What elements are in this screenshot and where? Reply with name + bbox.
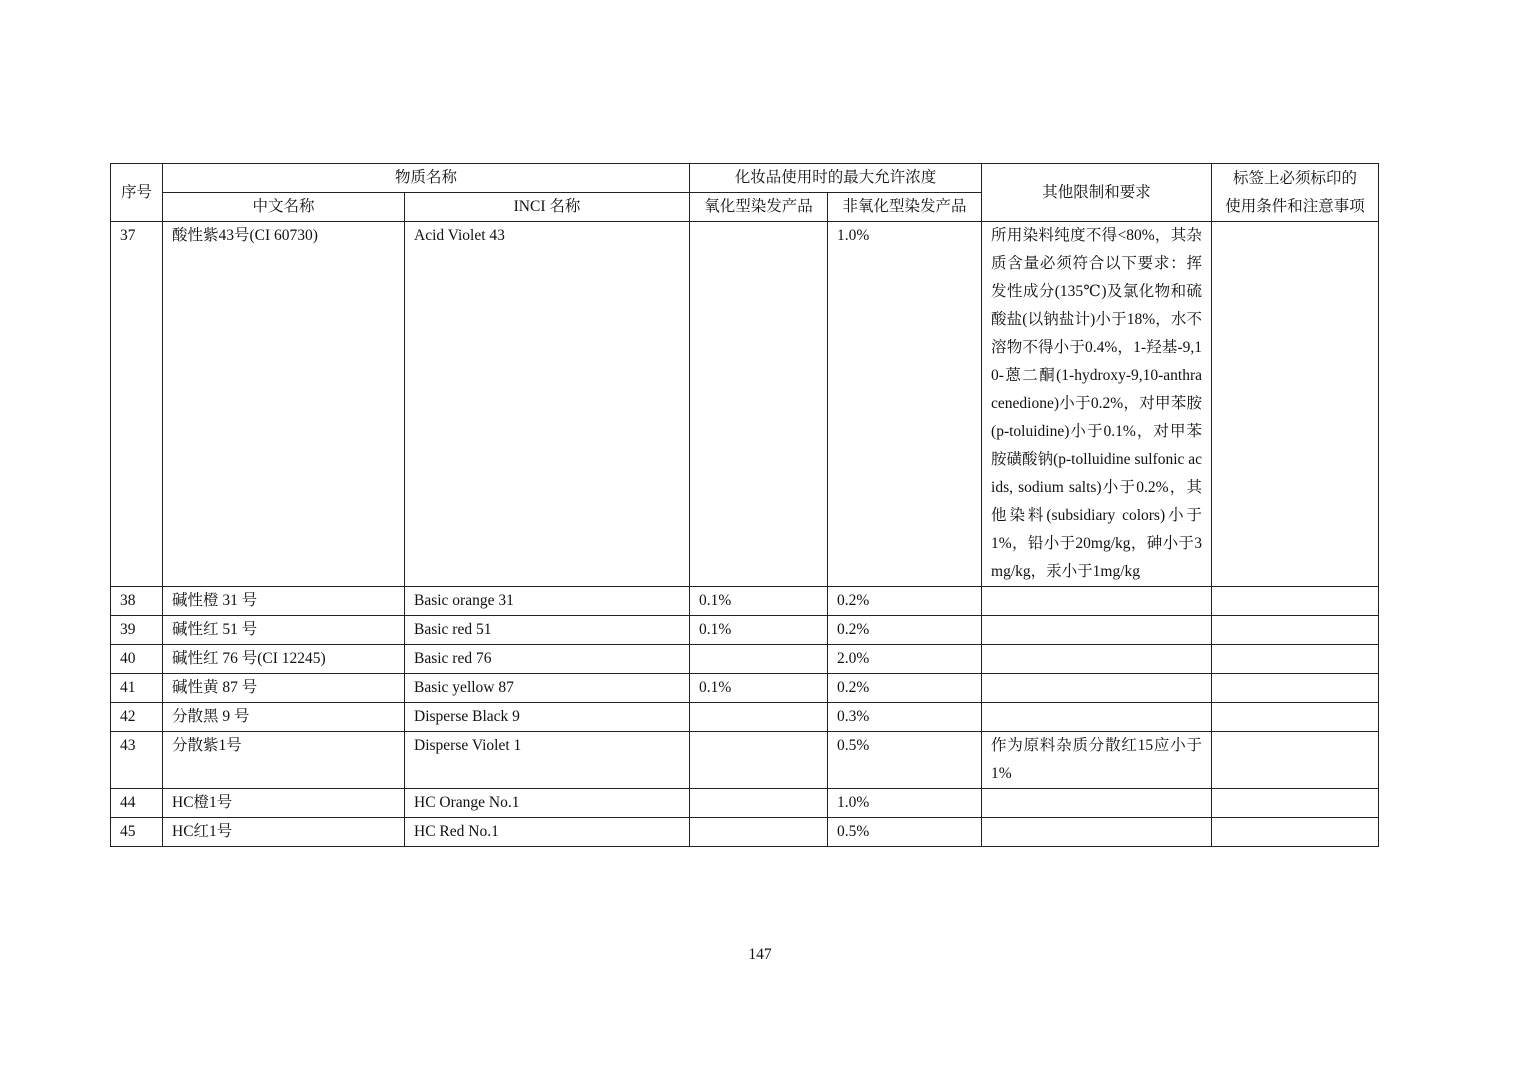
cell-chinese-name: HC橙1号: [163, 789, 405, 818]
cell-seq: 45: [111, 818, 163, 847]
cell-other-limits: [982, 703, 1212, 732]
cell-label: [1212, 703, 1379, 732]
table-row: [111, 789, 1379, 818]
cell-oxidative: [690, 732, 828, 789]
cell-inci-name: Basic red 51: [405, 616, 690, 645]
cell-label: [1212, 674, 1379, 703]
header-seq: 序号: [111, 164, 163, 222]
cell-oxidative: 0.1%: [690, 616, 828, 645]
cell-chinese-name: 碱性红 76 号(CI 12245): [163, 645, 405, 674]
cell-label: [1212, 732, 1379, 789]
cell-seq: 37: [111, 222, 163, 587]
header-label-conditions: [1212, 164, 1379, 222]
cell-chinese-name: 碱性橙 31 号: [163, 587, 405, 616]
cell-other-limits: [982, 789, 1212, 818]
cell-inci-name: Acid Violet 43: [405, 222, 690, 587]
table-row: [111, 645, 1379, 674]
cell-seq: 38: [111, 587, 163, 616]
cell-oxidative: [690, 645, 828, 674]
cell-oxidative: [690, 703, 828, 732]
cell-inci-name: Disperse Violet 1: [405, 732, 690, 789]
cell-chinese-name: 碱性红 51 号: [163, 616, 405, 645]
table-row: [111, 818, 1379, 847]
page-number: 147: [748, 946, 772, 963]
cell-seq: 43: [111, 732, 163, 789]
cell-non-oxidative: 1.0%: [828, 222, 982, 587]
cell-non-oxidative: 2.0%: [828, 645, 982, 674]
cell-label: [1212, 616, 1379, 645]
cell-other-limits: [982, 674, 1212, 703]
cell-seq: 41: [111, 674, 163, 703]
table-row: [111, 587, 1379, 616]
cell-label: [1212, 789, 1379, 818]
cell-label: [1212, 645, 1379, 674]
header-inci-name: INCI 名称: [405, 193, 690, 222]
header-label-line2: 使用条件和注意事项: [1225, 197, 1365, 215]
cell-inci-name: HC Red No.1: [405, 818, 690, 847]
cell-seq: 44: [111, 789, 163, 818]
cell-label: [1212, 587, 1379, 616]
cell-other-limits: 所用染料纯度不得<80%，其杂质含量必须符合以下要求：挥发性成分(135℃)及氯化物和硫酸盐(以钠盐计)小于18%，水不溶物不得小于0.4%，1-羟基-9,10-蒽二酮(1-hydroxy-9,10-anthracenedione)小于0.2%，对甲苯胺(p-toluidine)小于0.1%，对甲苯胺磺酸钠(p-tolluidine sulfonic acids, sodium salts)小于0.2%，其他染料(subsidiary colors)小于1%，铅小于20mg/kg，砷小于3mg/kg，汞小于1mg/kg: [982, 222, 1212, 587]
cell-other-limits: [982, 587, 1212, 616]
cell-inci-name: HC Orange No.1: [405, 789, 690, 818]
cell-chinese-name: 酸性紫43号(CI 60730): [163, 222, 405, 587]
cell-oxidative: [690, 818, 828, 847]
cell-oxidative: 0.1%: [690, 587, 828, 616]
cell-non-oxidative: 0.2%: [828, 616, 982, 645]
cell-chinese-name: 分散黑 9 号: [163, 703, 405, 732]
cell-inci-name: Basic orange 31: [405, 587, 690, 616]
colorant-table: [110, 163, 1379, 847]
cell-oxidative: [690, 222, 828, 587]
cell-inci-name: Basic red 76: [405, 645, 690, 674]
header-non-oxidative: 非氧化型染发产品: [828, 193, 982, 222]
cell-chinese-name: HC红1号: [163, 818, 405, 847]
cell-other-limits: [982, 818, 1212, 847]
header-max-concentration: 化妆品使用时的最大允许浓度: [690, 164, 982, 193]
header-chinese-name: 中文名称: [163, 193, 405, 222]
cell-label: [1212, 818, 1379, 847]
cell-seq: 39: [111, 616, 163, 645]
table-row: [111, 674, 1379, 703]
cell-non-oxidative: 0.5%: [828, 732, 982, 789]
cell-oxidative: [690, 789, 828, 818]
header-other-limits: 其他限制和要求: [982, 164, 1212, 222]
header-label-line1: 标签上必须标印的: [1233, 169, 1358, 187]
cell-oxidative: 0.1%: [690, 674, 828, 703]
cell-inci-name: Disperse Black 9: [405, 703, 690, 732]
cell-seq: 40: [111, 645, 163, 674]
cell-non-oxidative: 0.3%: [828, 703, 982, 732]
header-oxidative: 氧化型染发产品: [690, 193, 828, 222]
cell-inci-name: Basic yellow 87: [405, 674, 690, 703]
cell-other-limits: [982, 616, 1212, 645]
cell-chinese-name: 分散紫1号: [163, 732, 405, 789]
cell-other-limits: [982, 645, 1212, 674]
cell-other-limits: 作为原料杂质分散红15应小于1%: [982, 732, 1212, 789]
table-row: [111, 732, 1379, 789]
header-substance-name: 物质名称: [163, 164, 690, 193]
cell-non-oxidative: 0.5%: [828, 818, 982, 847]
cell-non-oxidative: 0.2%: [828, 587, 982, 616]
cell-label: [1212, 222, 1379, 587]
cell-non-oxidative: 1.0%: [828, 789, 982, 818]
cell-non-oxidative: 0.2%: [828, 674, 982, 703]
cell-seq: 42: [111, 703, 163, 732]
table-row: [111, 616, 1379, 645]
table-row: [111, 222, 1379, 587]
table-row: [111, 703, 1379, 732]
cell-chinese-name: 碱性黄 87 号: [163, 674, 405, 703]
